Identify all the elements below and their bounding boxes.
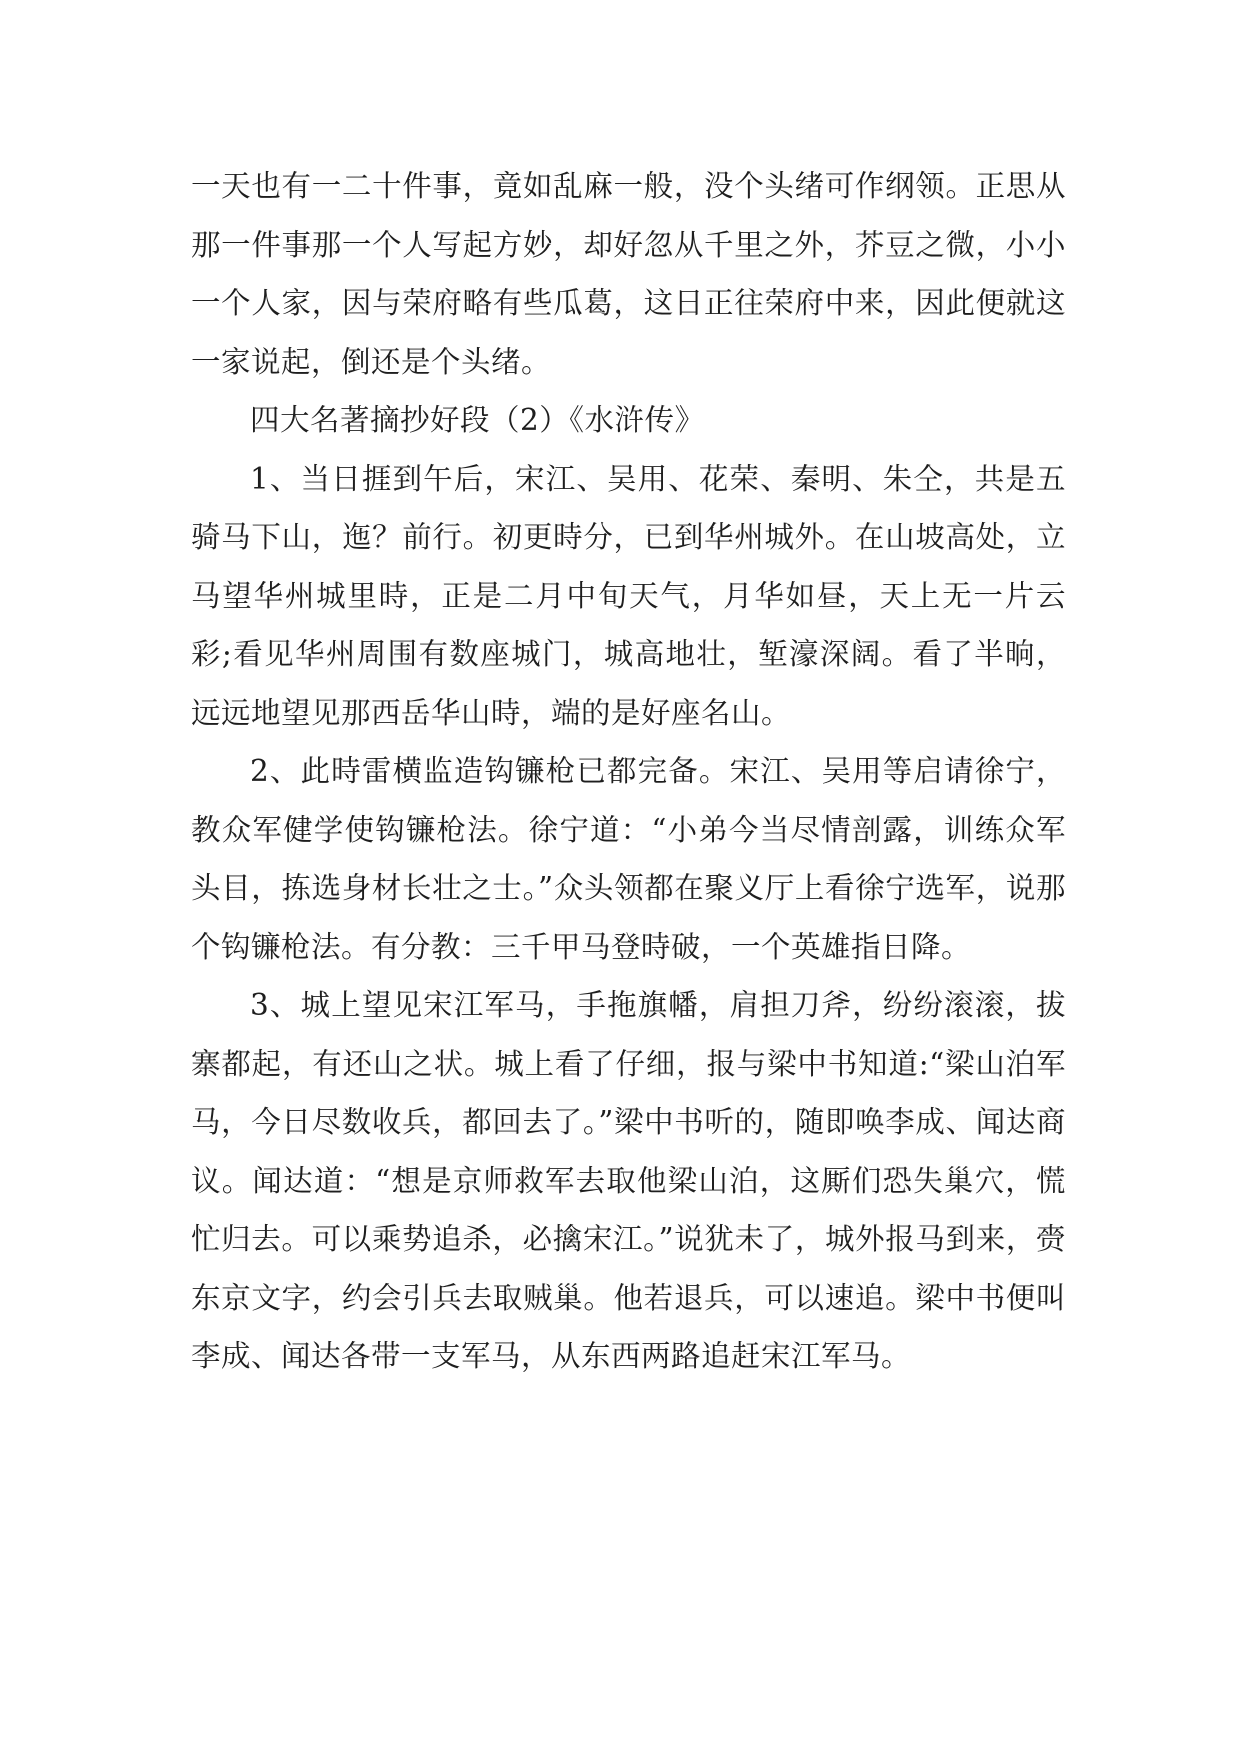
- paragraph-item-3: 3、城上望见宋江军马，手拖旗幡，肩担刀斧，纷纷滚滚，拔寨都起，有还山之状。城上看了仔细，报与梁中书知道:“梁山泊军马，今日尽数收兵，都回去了。”梁中书听的，随即唤李成、闻达商议。闻达道：“想是京师救军去取他梁山泊，这厮们恐失巢穴，慌忙归去。可以乘势追杀，必擒宋江。”说犹未了，城外报马到来，赍东京文字，约会引兵去取贼巢。他若退兵，可以速追。梁中书便叫李成、闻达各带一支军马，从东西两路追赶宋江军马。: [191, 988, 1066, 1373]
- paragraph-item-2: 2、此時雷横监造钩镰枪已都完备。宋江、吴用等启请徐宁，教众军健学使钩镰枪法。徐宁道：“小弟今当尽情剖露，训练众军头目，拣选身材长壮之士。”众头领都在聚义厅上看徐宁选军，说那个钩镰枪法。有分教：三千甲马登時破，一个英雄指日降。: [191, 754, 1066, 964]
- paragraph-item-1: 1、当日捱到午后，宋江、吴用、花荣、秦明、朱仝，共是五骑马下山，迤？前行。初更時分，已到华州城外。在山坡高处，立马望华州城里時，正是二月中旬天气，月华如昼，天上无一片云彩;看见华州周围有数座城门，城高地壮，堑濠深阔。看了半晌，远远地望见那西岳华山時，端的是好座名山。: [191, 461, 1066, 730]
- document-body: [191, 157, 1066, 1386]
- section-heading: 四大名著摘抄好段（2）《水浒传》: [250, 403, 705, 437]
- paragraph-continuation: 一天也有一二十件事，竟如乱麻一般，没个头绪可作纲领。正思从那一件事那一个人写起方妙，却好忽从千里之外，芥豆之微，小小一个人家，因与荣府略有些瓜葛，这日正往荣府中来，因此便就这一家说起，倒还是个头绪。: [191, 169, 1066, 379]
